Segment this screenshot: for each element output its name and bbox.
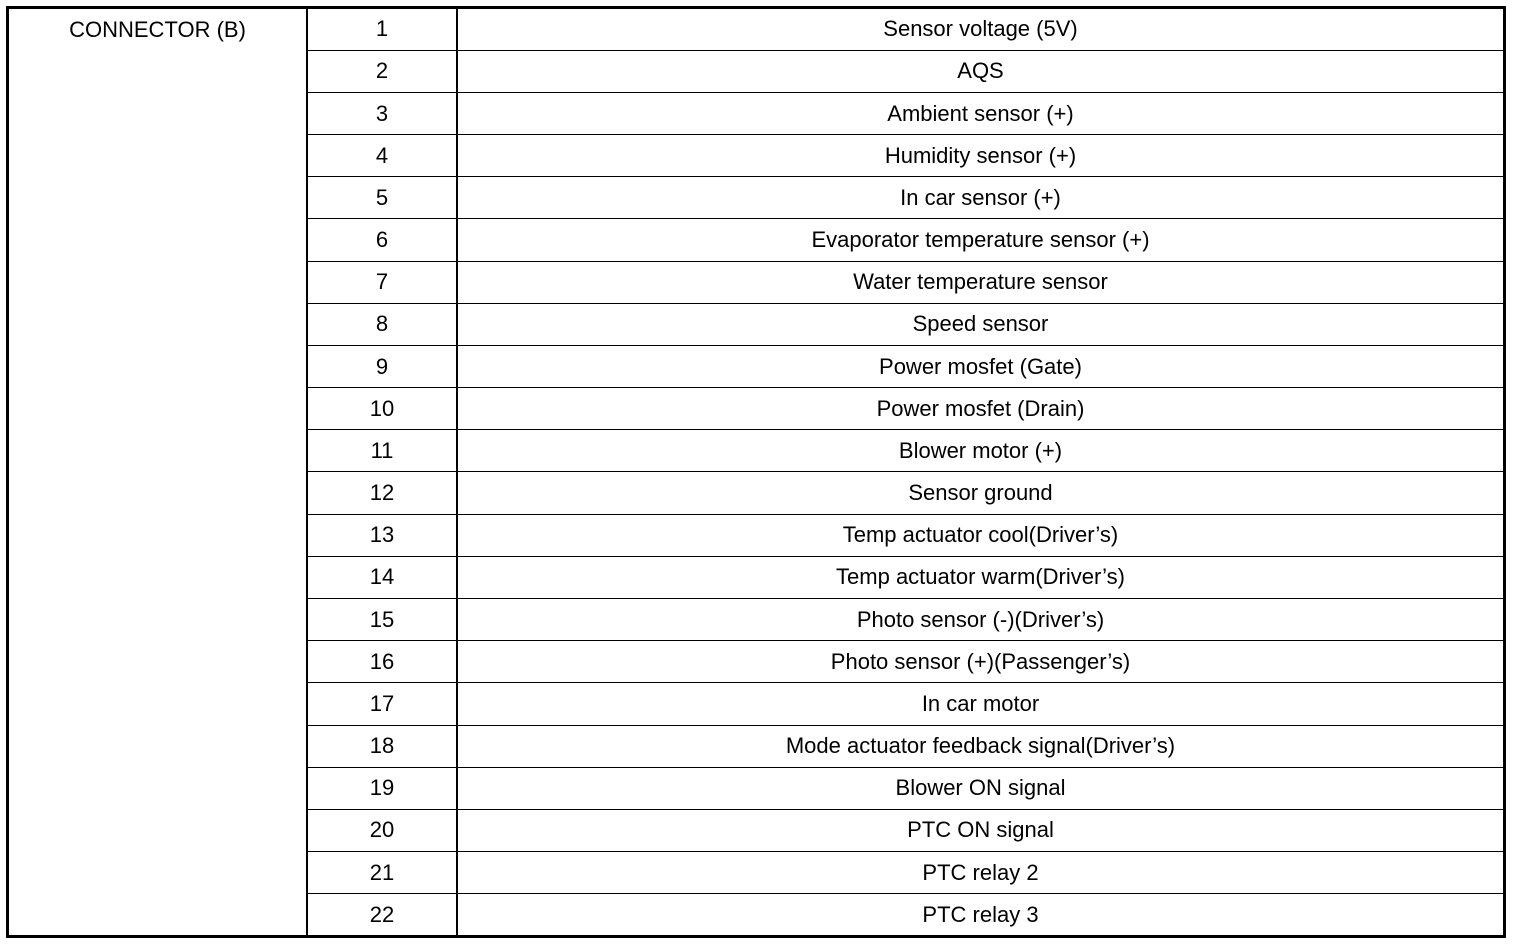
pin-number: 11: [307, 430, 457, 472]
pin-description: Power mosfet (Drain): [457, 388, 1503, 430]
pin-number: 19: [307, 767, 457, 809]
pin-description: Photo sensor (-)(Driver’s): [457, 598, 1503, 640]
pin-number: 16: [307, 641, 457, 683]
pin-description: Mode actuator feedback signal(Driver’s): [457, 725, 1503, 767]
pin-number: 6: [307, 219, 457, 261]
pin-description: Temp actuator cool(Driver’s): [457, 514, 1503, 556]
pin-description: PTC relay 3: [457, 894, 1503, 935]
pin-description: Evaporator temperature sensor (+): [457, 219, 1503, 261]
pin-description: In car motor: [457, 683, 1503, 725]
pin-number: 8: [307, 303, 457, 345]
pin-number: 22: [307, 894, 457, 935]
pin-number: 10: [307, 388, 457, 430]
pin-description: Power mosfet (Gate): [457, 345, 1503, 387]
pin-description: Speed sensor: [457, 303, 1503, 345]
pin-description: Blower motor (+): [457, 430, 1503, 472]
pin-number: 20: [307, 809, 457, 851]
pin-number: 5: [307, 177, 457, 219]
pin-number: 21: [307, 852, 457, 894]
pin-description: Temp actuator warm(Driver’s): [457, 556, 1503, 598]
pin-number: 13: [307, 514, 457, 556]
pin-description: In car sensor (+): [457, 177, 1503, 219]
connector-pin-table: [6, 6, 1506, 938]
pin-description: PTC ON signal: [457, 809, 1503, 851]
pin-number: 15: [307, 598, 457, 640]
pin-number: 9: [307, 345, 457, 387]
pin-table: [9, 9, 1503, 935]
pin-number: 1: [307, 9, 457, 50]
connector-label: CONNECTOR (B): [9, 9, 307, 935]
table-row: [9, 9, 1503, 50]
pin-description: Ambient sensor (+): [457, 92, 1503, 134]
pin-number: 3: [307, 92, 457, 134]
pin-number: 14: [307, 556, 457, 598]
pin-number: 4: [307, 135, 457, 177]
pin-description: Blower ON signal: [457, 767, 1503, 809]
pin-description: Water temperature sensor: [457, 261, 1503, 303]
pin-description: AQS: [457, 50, 1503, 92]
pin-description: Sensor voltage (5V): [457, 9, 1503, 50]
pin-number: 2: [307, 50, 457, 92]
pin-description: Sensor ground: [457, 472, 1503, 514]
pin-rows: [9, 9, 1503, 935]
pin-number: 7: [307, 261, 457, 303]
pin-description: PTC relay 2: [457, 852, 1503, 894]
pin-number: 17: [307, 683, 457, 725]
pin-number: 12: [307, 472, 457, 514]
pin-number: 18: [307, 725, 457, 767]
pin-description: Photo sensor (+)(Passenger’s): [457, 641, 1503, 683]
pin-description: Humidity sensor (+): [457, 135, 1503, 177]
